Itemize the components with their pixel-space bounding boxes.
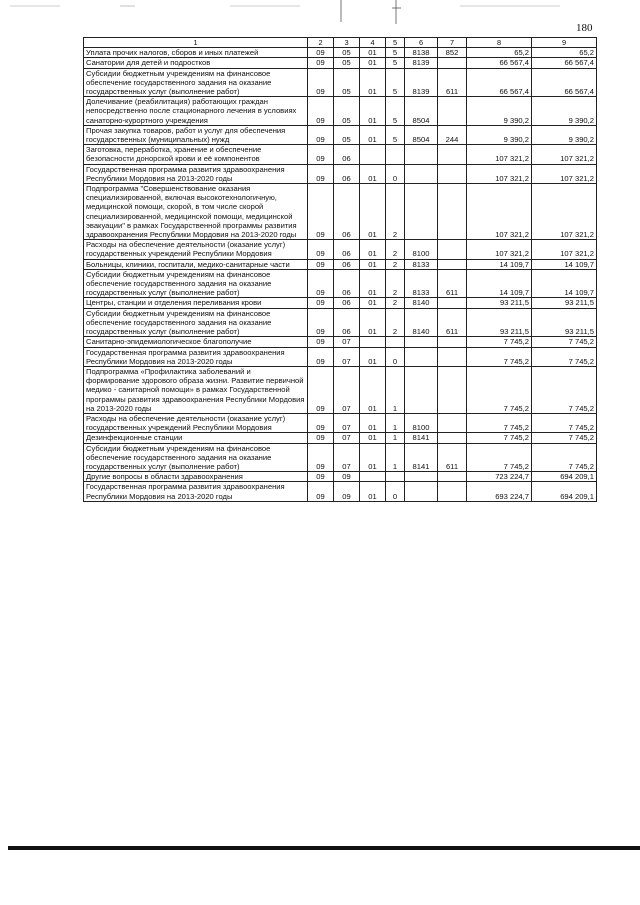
- column-header: 9: [532, 38, 597, 48]
- col-3-value: 07: [334, 443, 360, 472]
- table-row: [84, 145, 597, 164]
- col-3-value: 07: [334, 347, 360, 366]
- row-name: Центры, станции и отделения переливания крови: [84, 298, 308, 308]
- table-row: [84, 366, 597, 413]
- col-8-amount: 107 321,2: [467, 240, 532, 259]
- col-4-value: 01: [360, 184, 386, 240]
- col-8-amount: 7 745,2: [467, 366, 532, 413]
- col-9-amount: 9 390,2: [532, 125, 597, 144]
- col-4-value: 01: [360, 48, 386, 58]
- col-3-value: 06: [334, 240, 360, 259]
- col-9-amount: 694 209,1: [532, 472, 597, 482]
- col-9-amount: 9 390,2: [532, 97, 597, 126]
- col-4-value: 01: [360, 308, 386, 337]
- col-7-value: [438, 145, 467, 164]
- col-9-amount: 66 567,4: [532, 68, 597, 97]
- col-5-value: 2: [386, 240, 405, 259]
- col-2-value: 09: [308, 269, 334, 298]
- column-header: 7: [438, 38, 467, 48]
- col-6-value: 8504: [405, 97, 438, 126]
- col-6-value: 8504: [405, 125, 438, 144]
- col-4-value: 01: [360, 433, 386, 443]
- table-row: [84, 164, 597, 183]
- table-row: [84, 269, 597, 298]
- col-6-value: 8141: [405, 443, 438, 472]
- col-8-amount: 9 390,2: [467, 125, 532, 144]
- row-name: Расходы на обеспечение деятельности (оказание услуг) государственных учреждений Республики Мордовия: [84, 240, 308, 259]
- col-3-value: 05: [334, 125, 360, 144]
- col-8-amount: 107 321,2: [467, 164, 532, 183]
- col-3-value: 09: [334, 472, 360, 482]
- column-header: 1: [84, 38, 308, 48]
- row-name: Подпрограмма "Совершенствование оказания специализированной, включая высокотехнологичную, медицинской помощи, скорой, в том числе скорой специализированной, медицинской помощи, медицинской эвакуации" в рамках Государственной программы развития здравоохранения Республики Мордовия на 2013-2020 годы: [84, 184, 308, 240]
- table-row: [84, 58, 597, 68]
- col-7-value: [438, 184, 467, 240]
- table-row: [84, 125, 597, 144]
- col-2-value: 09: [308, 58, 334, 68]
- col-2-value: 09: [308, 240, 334, 259]
- col-4-value: [360, 145, 386, 164]
- col-9-amount: 14 109,7: [532, 259, 597, 269]
- col-9-amount: 107 321,2: [532, 240, 597, 259]
- col-9-amount: 93 211,5: [532, 308, 597, 337]
- col-7-value: [438, 58, 467, 68]
- col-3-value: 06: [334, 308, 360, 337]
- table-row: [84, 413, 597, 432]
- col-2-value: 09: [308, 164, 334, 183]
- col-3-value: 05: [334, 68, 360, 97]
- col-8-amount: 9 390,2: [467, 97, 532, 126]
- col-4-value: 01: [360, 259, 386, 269]
- table-row: [84, 68, 597, 97]
- col-8-amount: 693 224,7: [467, 482, 532, 501]
- col-6-value: [405, 347, 438, 366]
- col-5-value: [386, 337, 405, 347]
- col-6-value: 8140: [405, 298, 438, 308]
- col-9-amount: 7 745,2: [532, 413, 597, 432]
- col-8-amount: 93 211,5: [467, 298, 532, 308]
- col-3-value: 06: [334, 269, 360, 298]
- col-4-value: 01: [360, 366, 386, 413]
- row-name: Государственная программа развития здравоохранения Республики Мордовия на 2013-2020 годы: [84, 347, 308, 366]
- col-8-amount: 107 321,2: [467, 145, 532, 164]
- col-9-amount: 66 567,4: [532, 58, 597, 68]
- col-4-value: 01: [360, 298, 386, 308]
- col-5-value: 5: [386, 97, 405, 126]
- col-4-value: 01: [360, 68, 386, 97]
- col-6-value: 8139: [405, 68, 438, 97]
- row-name: Больницы, клиники, госпитали, медико-санитарные части: [84, 259, 308, 269]
- column-header: 3: [334, 38, 360, 48]
- row-name: Государственная программа развития здравоохранения Республики Мордовия на 2013-2020 годы: [84, 164, 308, 183]
- col-4-value: 01: [360, 240, 386, 259]
- col-8-amount: 7 745,2: [467, 337, 532, 347]
- table-row: [84, 184, 597, 240]
- row-name: Дезинфекционные станции: [84, 433, 308, 443]
- col-3-value: 06: [334, 164, 360, 183]
- col-9-amount: 14 109,7: [532, 269, 597, 298]
- table-row: [84, 482, 597, 501]
- column-header: 8: [467, 38, 532, 48]
- col-9-amount: 7 745,2: [532, 347, 597, 366]
- col-8-amount: 723 224,7: [467, 472, 532, 482]
- col-2-value: 09: [308, 68, 334, 97]
- col-5-value: 5: [386, 68, 405, 97]
- col-8-amount: 7 745,2: [467, 413, 532, 432]
- col-3-value: 07: [334, 337, 360, 347]
- col-9-amount: 107 321,2: [532, 145, 597, 164]
- col-9-amount: 7 745,2: [532, 337, 597, 347]
- col-7-value: [438, 298, 467, 308]
- scan-artifacts: [0, 0, 640, 30]
- header-row: [84, 38, 597, 48]
- col-9-amount: 107 321,2: [532, 184, 597, 240]
- col-2-value: 09: [308, 443, 334, 472]
- table-row: [84, 298, 597, 308]
- column-header: 6: [405, 38, 438, 48]
- col-4-value: 01: [360, 269, 386, 298]
- col-2-value: 09: [308, 125, 334, 144]
- col-8-amount: 65,2: [467, 48, 532, 58]
- col-6-value: 8133: [405, 269, 438, 298]
- col-8-amount: 7 745,2: [467, 347, 532, 366]
- column-header: 5: [386, 38, 405, 48]
- col-2-value: 09: [308, 472, 334, 482]
- bottom-border-line: [8, 846, 640, 850]
- col-2-value: 09: [308, 337, 334, 347]
- col-9-amount: 93 211,5: [532, 298, 597, 308]
- row-name: Государственная программа развития здравоохранения Республики Мордовия на 2013-2020 годы: [84, 482, 308, 501]
- column-header: 2: [308, 38, 334, 48]
- col-9-amount: 7 745,2: [532, 443, 597, 472]
- row-name: Другие вопросы в области здравоохранения: [84, 472, 308, 482]
- col-3-value: 06: [334, 259, 360, 269]
- col-7-value: 852: [438, 48, 467, 58]
- col-7-value: [438, 259, 467, 269]
- budget-table: [83, 37, 597, 502]
- col-4-value: 01: [360, 58, 386, 68]
- col-6-value: [405, 184, 438, 240]
- table-row: [84, 472, 597, 482]
- col-2-value: 09: [308, 298, 334, 308]
- col-2-value: 09: [308, 97, 334, 126]
- row-name: Субсидии бюджетным учреждениям на финансовое обеспечение государственного задания на оказание государственных услуг (выполнение работ): [84, 443, 308, 472]
- col-2-value: 09: [308, 347, 334, 366]
- col-6-value: 8100: [405, 413, 438, 432]
- col-5-value: 2: [386, 298, 405, 308]
- col-3-value: 05: [334, 58, 360, 68]
- col-6-value: [405, 164, 438, 183]
- col-7-value: [438, 482, 467, 501]
- col-2-value: 09: [308, 366, 334, 413]
- row-name: Санатории для детей и подростков: [84, 58, 308, 68]
- column-header: 4: [360, 38, 386, 48]
- table-row: [84, 259, 597, 269]
- table-row: [84, 443, 597, 472]
- col-3-value: 06: [334, 184, 360, 240]
- col-9-amount: 694 209,1: [532, 482, 597, 501]
- row-name: Подпрограмма «Профилактика заболеваний и формирование здорового образа жизни. Развитие первичной медико - санитарной помощи» в рамках Государственной программы развития здравоохранения Республики Мордовия на 2013-2020 годы: [84, 366, 308, 413]
- col-4-value: 01: [360, 347, 386, 366]
- col-6-value: [405, 337, 438, 347]
- col-6-value: [405, 472, 438, 482]
- table-row: [84, 347, 597, 366]
- col-6-value: 8138: [405, 48, 438, 58]
- table-row: [84, 308, 597, 337]
- col-4-value: 01: [360, 125, 386, 144]
- col-9-amount: 65,2: [532, 48, 597, 58]
- row-name: Заготовка, переработка, хранение и обеспечение безопасности донорской крови и её компонентов: [84, 145, 308, 164]
- col-3-value: 09: [334, 482, 360, 501]
- col-2-value: 09: [308, 482, 334, 501]
- col-7-value: [438, 472, 467, 482]
- col-7-value: 611: [438, 68, 467, 97]
- col-7-value: 611: [438, 443, 467, 472]
- col-5-value: 0: [386, 347, 405, 366]
- col-4-value: [360, 337, 386, 347]
- col-5-value: [386, 145, 405, 164]
- col-6-value: 8141: [405, 433, 438, 443]
- col-7-value: [438, 413, 467, 432]
- col-4-value: 01: [360, 413, 386, 432]
- col-8-amount: 14 109,7: [467, 269, 532, 298]
- col-2-value: 09: [308, 433, 334, 443]
- col-6-value: 8139: [405, 58, 438, 68]
- col-4-value: 01: [360, 97, 386, 126]
- col-2-value: 09: [308, 184, 334, 240]
- table-row: [84, 48, 597, 58]
- page-number: 180: [576, 22, 593, 34]
- col-4-value: 01: [360, 482, 386, 501]
- col-8-amount: 93 211,5: [467, 308, 532, 337]
- col-5-value: 5: [386, 58, 405, 68]
- col-9-amount: 7 745,2: [532, 366, 597, 413]
- col-6-value: 8140: [405, 308, 438, 337]
- col-6-value: [405, 145, 438, 164]
- col-2-value: 09: [308, 413, 334, 432]
- col-3-value: 07: [334, 366, 360, 413]
- col-8-amount: 14 109,7: [467, 259, 532, 269]
- col-7-value: [438, 347, 467, 366]
- row-name: Долечивание (реабилитация) работающих граждан непосредственно после стационарного лечения в условиях санаторно-курортного учреждения: [84, 97, 308, 126]
- col-5-value: 5: [386, 48, 405, 58]
- col-5-value: 2: [386, 269, 405, 298]
- col-4-value: 01: [360, 443, 386, 472]
- col-8-amount: 107 321,2: [467, 184, 532, 240]
- col-7-value: 611: [438, 269, 467, 298]
- col-6-value: [405, 482, 438, 501]
- col-3-value: 05: [334, 97, 360, 126]
- col-8-amount: 7 745,2: [467, 433, 532, 443]
- col-8-amount: 66 567,4: [467, 68, 532, 97]
- col-2-value: 09: [308, 308, 334, 337]
- col-3-value: 07: [334, 413, 360, 432]
- row-name: Прочая закупка товаров, работ и услуг для обеспечения государственных (муниципальных) нужд: [84, 125, 308, 144]
- col-7-value: [438, 433, 467, 443]
- col-5-value: [386, 472, 405, 482]
- table-row: [84, 240, 597, 259]
- col-7-value: [438, 337, 467, 347]
- col-5-value: 2: [386, 184, 405, 240]
- col-6-value: [405, 366, 438, 413]
- row-name: Субсидии бюджетным учреждениям на финансовое обеспечение государственного задания на оказание государственных услуг (выполнение работ): [84, 68, 308, 97]
- row-name: Санитарно-эпидемиологическое благополучие: [84, 337, 308, 347]
- col-7-value: [438, 240, 467, 259]
- col-9-amount: 107 321,2: [532, 164, 597, 183]
- col-5-value: 1: [386, 366, 405, 413]
- col-5-value: 1: [386, 443, 405, 472]
- col-5-value: 2: [386, 308, 405, 337]
- col-5-value: 0: [386, 164, 405, 183]
- col-3-value: 06: [334, 298, 360, 308]
- col-5-value: 1: [386, 413, 405, 432]
- col-4-value: 01: [360, 164, 386, 183]
- col-7-value: 611: [438, 308, 467, 337]
- col-6-value: 8133: [405, 259, 438, 269]
- row-name: Расходы на обеспечение деятельности (оказание услуг) государственных учреждений Республики Мордовия: [84, 413, 308, 432]
- col-6-value: 8100: [405, 240, 438, 259]
- col-2-value: 09: [308, 259, 334, 269]
- col-3-value: 07: [334, 433, 360, 443]
- col-3-value: 05: [334, 48, 360, 58]
- col-8-amount: 7 745,2: [467, 443, 532, 472]
- col-5-value: 2: [386, 259, 405, 269]
- col-2-value: 09: [308, 48, 334, 58]
- col-9-amount: 7 745,2: [532, 433, 597, 443]
- col-8-amount: 66 567,4: [467, 58, 532, 68]
- col-7-value: [438, 97, 467, 126]
- col-7-value: [438, 164, 467, 183]
- col-7-value: [438, 366, 467, 413]
- col-5-value: 0: [386, 482, 405, 501]
- row-name: Субсидии бюджетным учреждениям на финансовое обеспечение государственного задания на оказание государственных услуг (выполнение работ): [84, 308, 308, 337]
- col-5-value: 5: [386, 125, 405, 144]
- col-5-value: 1: [386, 433, 405, 443]
- table-row: [84, 433, 597, 443]
- table-row: [84, 337, 597, 347]
- row-name: Субсидии бюджетным учреждениям на финансовое обеспечение государственного задания на оказание государственных услуг (выполнение работ): [84, 269, 308, 298]
- col-4-value: [360, 472, 386, 482]
- col-7-value: 244: [438, 125, 467, 144]
- col-2-value: 09: [308, 145, 334, 164]
- col-3-value: 06: [334, 145, 360, 164]
- table-row: [84, 97, 597, 126]
- row-name: Уплата прочих налогов, сборов и иных платежей: [84, 48, 308, 58]
